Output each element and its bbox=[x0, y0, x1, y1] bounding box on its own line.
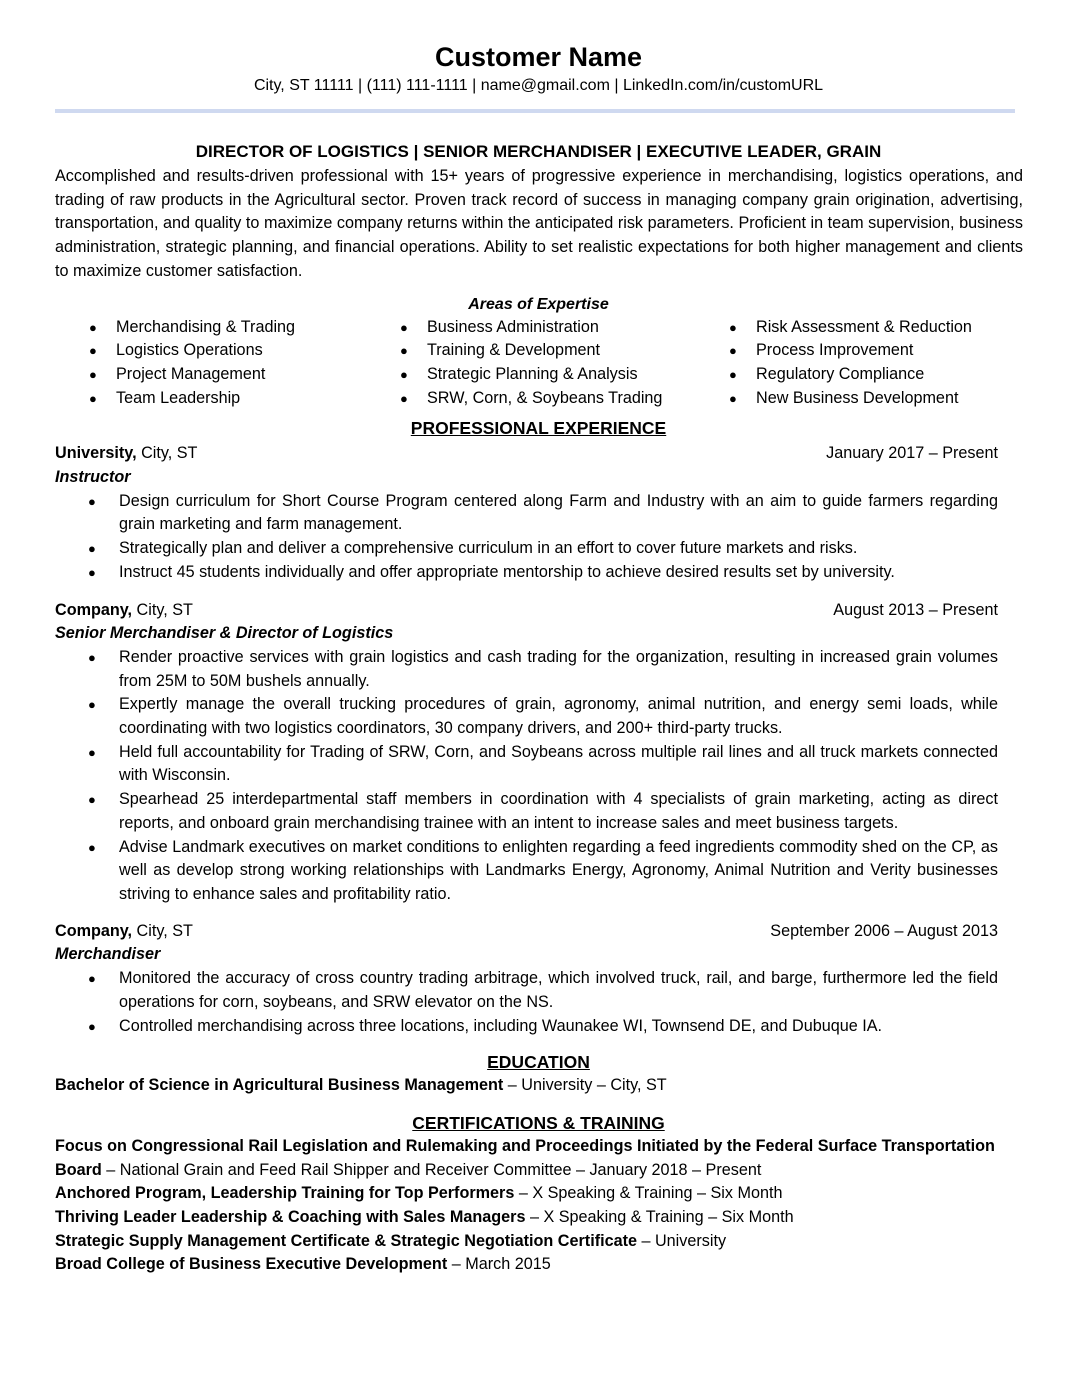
expertise-item: ● Logistics Operations bbox=[55, 339, 366, 363]
certification-name: Thriving Leader Leadership & Coaching with Sales Managers bbox=[55, 1208, 526, 1227]
expertise-item: ● Team Leadership bbox=[55, 387, 366, 411]
certification-detail: – National Grain and Feed Rail Shipper and Receiver Committee – January 2018 – Present bbox=[101, 1160, 762, 1179]
header-divider bbox=[55, 109, 1015, 113]
degree: Bachelor of Science in Agricultural Business Management bbox=[55, 1076, 504, 1095]
job-bullet: ● Instruct 45 students individually and offer appropriate mentorship to achieve desired results set by university. bbox=[55, 561, 998, 585]
job-org: University, bbox=[55, 444, 137, 463]
job-bullet: ● Spearhead 25 interdepartmental staff members in coordination with 4 specialists of grain marketing, acting as direct reports, and onboard grain merchandising trainee with an intent to increase sales and meet business targets. bbox=[55, 788, 998, 835]
job-title: Instructor bbox=[55, 468, 131, 487]
candidate-name: Customer Name bbox=[434, 42, 643, 72]
job-header bbox=[55, 920, 998, 944]
job-employer bbox=[55, 599, 193, 623]
job-bullets bbox=[55, 967, 998, 1038]
headline: DIRECTOR OF LOGISTICS | SENIOR MERCHANDISER | EXECUTIVE LEADER, GRAIN bbox=[195, 142, 882, 161]
education-section-title: EDUCATION bbox=[487, 1052, 590, 1073]
job-org: Company, bbox=[55, 600, 133, 619]
job-bullets bbox=[55, 646, 998, 907]
certification-item bbox=[55, 1253, 1022, 1277]
job-dates: August 2013 – Present bbox=[833, 600, 998, 619]
job-location: City, ST bbox=[136, 444, 198, 463]
expertise-item: ● Merchandising & Trading bbox=[55, 316, 366, 340]
certification-item bbox=[55, 1135, 1022, 1182]
certification-name: Broad College of Business Executive Development bbox=[55, 1255, 448, 1274]
job-employer bbox=[55, 442, 197, 466]
certifications-list bbox=[55, 1135, 1022, 1277]
certification-item bbox=[55, 1230, 1022, 1254]
job-dates: January 2017 – Present bbox=[826, 444, 998, 463]
job-bullet: ● Render proactive services with grain logistics and cash trading for the organization, resulting in increased grain volumes from 25M to 50M bushels annually. bbox=[55, 646, 998, 693]
summary-paragraph: Accomplished and results-driven professional with 15+ years of progressive experience in merchandising, logistics operations, and trading of raw products in the Agricultural sector. Proven track record of success in managing company grain origination, advertising, transportation, and quality to maximize company returns within the anticipated risk parameters. Proficient in team supervision, business administration, strategic planning, and financial operations. Ability to set realistic expectations for both higher management and clients to maximize customer satisfaction. bbox=[55, 167, 1023, 280]
education-entry bbox=[55, 1074, 1022, 1098]
job-header bbox=[55, 442, 998, 466]
certifications-section-title: CERTIFICATIONS & TRAINING bbox=[412, 1112, 665, 1133]
job-header bbox=[55, 599, 998, 623]
certification-name: Strategic Supply Management Certificate & Strategic Negotiation Certificate bbox=[55, 1231, 637, 1250]
expertise-item: ● SRW, Corn, & Soybeans Trading bbox=[366, 387, 695, 411]
expertise-item: ● Project Management bbox=[55, 363, 366, 387]
certification-detail: – X Speaking & Training – Six Month bbox=[514, 1184, 783, 1203]
job-bullet: ● Expertly manage the overall trucking procedures of grain, agronomy, animal nutrition, and energy semi loads, while coordinating with two logistics coordinators, 30 company drivers, and 200+ third-party trucks. bbox=[55, 693, 998, 740]
expertise-item: ● Business Administration bbox=[366, 316, 695, 340]
job-title: Merchandiser bbox=[55, 945, 161, 964]
certification-item bbox=[55, 1182, 1022, 1206]
expertise-grid bbox=[55, 316, 1022, 411]
job-employer bbox=[55, 920, 193, 944]
experience-section-title: PROFESSIONAL EXPERIENCE bbox=[410, 418, 667, 439]
job-bullet: ● Design curriculum for Short Course Program centered along Farm and Industry with an aim to guide farmers regarding grain marketing and farm management. bbox=[55, 490, 998, 537]
expertise-item: ● Risk Assessment & Reduction bbox=[695, 316, 1015, 340]
job-location: City, ST bbox=[132, 921, 193, 940]
expertise-item: ● Process Improvement bbox=[695, 339, 1015, 363]
job-location: City, ST bbox=[132, 600, 193, 619]
job-dates: September 2006 – August 2013 bbox=[770, 921, 998, 940]
certification-item bbox=[55, 1206, 1022, 1230]
job-bullet: ● Controlled merchandising across three locations, including Waunakee WI, Townsend DE, and Dubuque IA. bbox=[55, 1015, 998, 1039]
contact-line: City, ST 11111 | (111) 111-1111 | name@gmail.com | LinkedIn.com/in/customURL bbox=[253, 77, 824, 94]
expertise-item: ● New Business Development bbox=[695, 387, 1015, 411]
expertise-title: Areas of Expertise bbox=[468, 295, 609, 313]
job-bullet: ● Strategically plan and deliver a comprehensive curriculum in an effort to cover future markets and risks. bbox=[55, 537, 998, 561]
job-bullet: ● Monitored the accuracy of cross country trading arbitrage, which involved truck, rail, and barge, furthermore led the field operations for corn, soybeans, and SRW elevator on the NS. bbox=[55, 967, 998, 1014]
certification-detail: – X Speaking & Training – Six Month bbox=[525, 1208, 794, 1227]
job-title: Senior Merchandiser & Director of Logistics bbox=[55, 624, 394, 643]
certification-name: Focus on Congressional Rail Legislation and Rulemaking and Proceedings Initiated by the Federal Surface Transportation Board bbox=[55, 1136, 995, 1179]
job-bullet: ● Advise Landmark executives on market conditions to enlighten regarding a feed ingredients commodity shed on the CP, as well as develop strong working relationships with Landmarks Energy, Agronomy, Animal Nutrition and Verity businesses striving to enhance sales and profitability ratio. bbox=[55, 836, 998, 907]
degree-detail: – University – City, ST bbox=[503, 1076, 667, 1095]
expertise-column-1 bbox=[55, 316, 366, 411]
certification-name: Anchored Program, Leadership Training for Top Performers bbox=[55, 1184, 515, 1203]
certification-detail: – March 2015 bbox=[447, 1255, 551, 1274]
job-bullet: ● Held full accountability for Trading of SRW, Corn, and Soybeans across multiple rail lines and all truck markets connected with Wisconsin. bbox=[55, 741, 998, 788]
expertise-item: ● Regulatory Compliance bbox=[695, 363, 1015, 387]
expertise-item: ● Strategic Planning & Analysis bbox=[366, 363, 695, 387]
job-bullets bbox=[55, 490, 998, 585]
job-org: Company, bbox=[55, 921, 133, 940]
expertise-item: ● Training & Development bbox=[366, 339, 695, 363]
expertise-column-2 bbox=[366, 316, 695, 411]
expertise-column-3 bbox=[695, 316, 1015, 411]
certification-detail: – University bbox=[636, 1231, 727, 1250]
